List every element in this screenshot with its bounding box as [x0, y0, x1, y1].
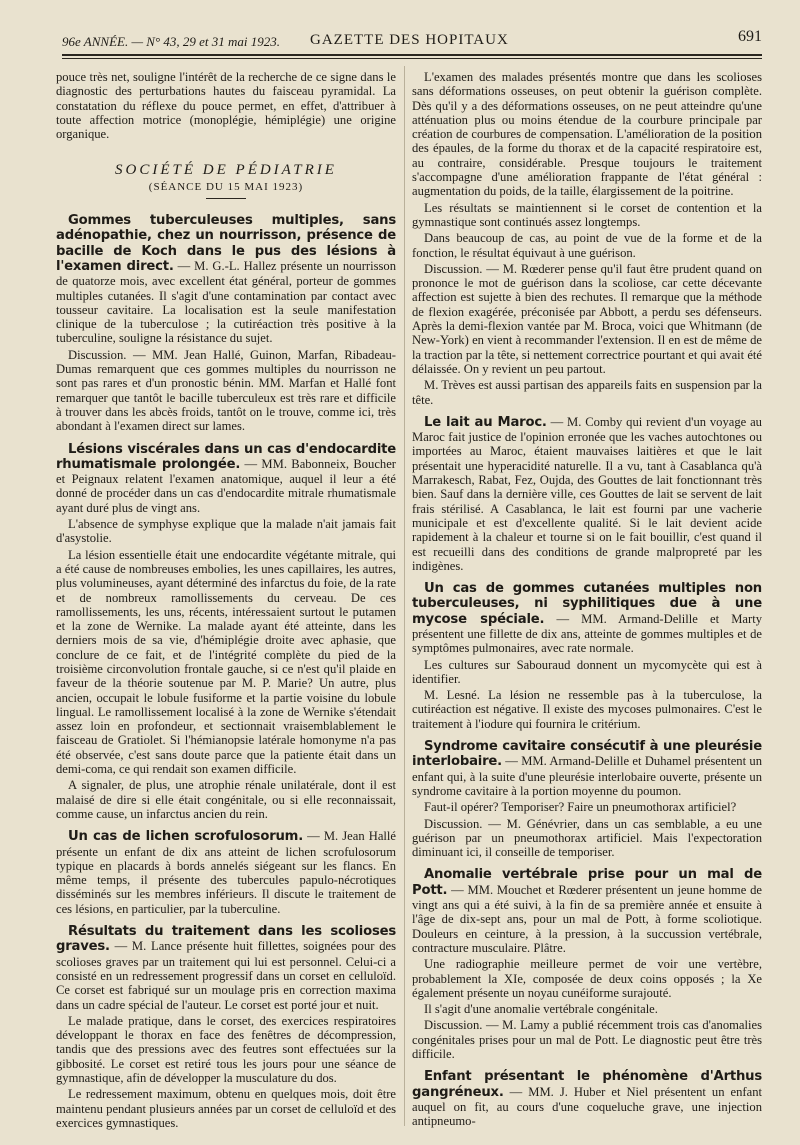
- article-title: Anomalie vertébrale prise pour un mal de Pott.: [412, 867, 762, 898]
- article-text: — MM. Armand-Delille et Marty présentent une fillette de dix ans, atteinte de gommes multiples et de symptômes pulmonaires, avec rate normale.: [412, 611, 762, 656]
- article-title: Le lait au Maroc.: [424, 414, 547, 430]
- article-paragraph: Une radiographie meilleure permet de voir une vertèbre, probablement la XIe, composée de deux coins opposés ; la Xe également présente un noyau cunéiforme surajouté.: [412, 957, 762, 1000]
- article-text: — MM. Armand-Delille et Duhamel présentent un enfant qui, à la suite d'une pleurésie interlobaire ouverte, présente un syndrome cavitaire à la portion moyenne du poumon.: [412, 754, 762, 798]
- article-text: — M. G.-L. Hallez présente un nourrisson de quatorze mois, avec excellent état général, porteur de gommes multiples cutanées. Il s'agit d'une contamination par contact avec tousseur cavitaire. La localisation est la seule manifestation clinique de la tuberculose ; la cutiréaction très positive à la tuberculine, souligne la résistance du sujet.: [56, 258, 396, 346]
- article-paragraph: Le redressement maximum, obtenu en quelques mois, doit être maintenu pendant plusieurs années par un corset de celluloïd et des exercices gymnastiques.: [56, 1087, 396, 1130]
- header-rule: [62, 54, 762, 56]
- continued-paragraph: M. Trèves est aussi partisan des appareils faits en suspension par la tête.: [412, 378, 762, 407]
- article-paragraph: Discussion. — MM. Jean Hallé, Guinon, Marfan, Ribadeau-Dumas remarquent que ces gommes multiples du nourrisson ne sont pas rares et d'un pronostic bénin. MM. Marfan et Hallé font remarquer que tantôt le bacille tuberculeux est très rare et difficile à trouver dans les abcès froids, tantôt on le trouve, comme ici, très abondant à l'examen direct sur lames.: [56, 347, 396, 434]
- continued-paragraph: L'examen des malades présentés montre que dans les scolioses sans déformations osseuses, on peut obtenir la guérison complète. Dès qu'il y a des déformations osseuses, on ne peut atteindre qu'une atténuation plus ou moins étendue de la courbure principale par création de courbures de compensation. L'amélioration de la position des épaules, de la forme du thorax et de la capacité respiratoire est, au contraire, considérable. Presque toujours le traitement s'accompagne d'une amélioration frappante de l'état général : augmentation du poids, de la taille, élargissement de la poitrine.: [412, 70, 762, 199]
- article-paragraph: Faut-il opérer? Temporiser? Faire un pneumothorax artificiel?: [424, 800, 737, 815]
- right-column: [412, 70, 762, 1130]
- article: [412, 581, 762, 731]
- issue-info: 96e ANNÉE. — N° 43, 29 et 31 mai 1923.: [62, 34, 281, 49]
- article-title: Syndrome cavitaire consécutif à une pleurésie interlobaire.: [412, 739, 762, 770]
- intro-paragraph: pouce très net, souligne l'intérêt de la recherche de ce signe dans le diagnostic des perturbations hautes du faisceau pyramidal. La constatation du réflexe du pouce permet, en effet, d'attribuer à toute affection motrice (monoplégie, hémiplégie) une origine organique.: [56, 70, 396, 142]
- article-title: Enfant présentant le phénomène d'Arthus gangréneux.: [412, 1069, 762, 1100]
- article: [56, 924, 396, 1130]
- article-paragraph: Le malade pratique, dans le corset, des exercices respiratoires développant le thorax en face des fenêtres de décompression, tandis que des pressions avec des feutres sont effectuées sur la gibbosité. Le corset est retiré tous les jours pour une séance de gymnastique, afin de développer la musculature du dos.: [56, 1013, 396, 1085]
- article-title: Lésions viscérales dans un cas d'endocardite rhumatismale prolongée.: [56, 441, 396, 472]
- article-title: Un cas de lichen scrofulosorum.: [68, 829, 304, 845]
- article: [412, 867, 762, 1061]
- left-column: [56, 70, 396, 1132]
- section-title: SOCIÉTÉ DE PÉDIATRIE: [115, 162, 337, 179]
- article: [412, 1069, 762, 1128]
- article-title: Un cas de gommes cutanées multiples non tuberculeuses, ni syphilitiques due à une mycose spéciale.: [412, 581, 762, 627]
- article-text: — M. Lance présente huit fillettes, soignées pour des scolioses graves par un traitement qui lui est personnel. Celui-ci a consisté en un redressement progressif dans un corset en celluloïd. Ce corset est fabriqué sur un moulage pris en correction maxima dans un cadre spécial de l'auteur. Le corset est porté jour et nuit.: [56, 939, 396, 1012]
- journal-title: GAZETTE DES HOPITAUX: [310, 32, 509, 48]
- article-paragraph: Les cultures sur Sabouraud donnent un mycomycète qui est à identifier.: [412, 657, 762, 686]
- article-paragraph: La lésion essentielle était une endocardite végétante mitrale, qui a été cause de nombreuses embolies, les unes capillaires, les autres, plus volumineuses, ayant déterminé des infarctus du foie, de la rate et de nombreux ramollissements du cerveau. De ces ramollissements, les uns, récents, intéressaient surtout le putamen et la zone de Wernike. La malade ayant été atteinte, dans les derniers mois de sa vie, d'hémiplégie droite avec aphasie, que conclure de ce fait, et de l'intégrité complète du pied de la troisième circonvolution frontale gauche, si ce n'est qu'il plaide en faveur de la théorie soutenue par M. P. Marie? Un autre, plus ancien, occupait le lobule fusiforme et la partie voisine du lobule lingual. Le ramollissement localisé à la zone de Wernike s'étendait assez loin en profondeur, et sectionnait vraisemblablement le faisceau de Gratiolet. Si l'hémianopsie latérale homonyme n'a pas été observée, c'est sans doute parce que la patiente était dans un demi-coma, ce qui rendait son examen difficile.: [56, 547, 396, 777]
- column-divider: [404, 66, 405, 1126]
- section-subtitle: (SÉANCE DU 15 MAI 1923): [148, 180, 304, 193]
- article-paragraph: Discussion. — M. Lamy a publié récemment trois cas d'anomalies congénitales prises pour un mal de Pott. Le diagnostic peut être très difficile.: [412, 1018, 762, 1061]
- article: [412, 739, 762, 859]
- article-text: — MM. Babonneix, Boucher et Peignaux relatent l'examen anatomique, auquel il leur a été donné de procéder dans un cas d'endocardite mitrale rhumatismale ayant duré plus de vingt ans.: [56, 456, 396, 515]
- article-title: Résultats du traitement dans les scolioses graves.: [56, 924, 396, 955]
- article-text: — M. Comby qui revient d'un voyage au Maroc fait justice de l'opinion erronée que les vaches autochtones ou importées au Maroc, étaient mauvaises laitières et que le lait présentait une hyperacidité naturelle. Il a vu, tant à Casablanca qu'à Marrakesch, Rabat, Fez, Oujda, des Gouttes de lait fonctionnant très bien. Sauf dans la dernière ville, ces Gouttes de lait se servent de lait frais stérilisé. A Casablanca, le lait est fourni par une vacherie municipale et est d'excellente qualité. Si le lait devient acide rapidement à la chaleur et tourne si on le fait bouillir, c'est quand il est recueilli dans des conditions de grande malpropreté par les indigènes.: [412, 414, 762, 573]
- continued-paragraph: Dans beaucoup de cas, au point de vue de la forme et de la fonction, le résultat équivaut à une guérison.: [412, 231, 762, 260]
- article-title: Gommes tuberculeuses multiples, sans adénopathie, chez un nourrisson, présence de bacille de Koch dans le pus des lésions à l'examen direct.: [56, 213, 396, 274]
- article-paragraph: Il s'agit d'une anomalie vertébrale congénitale.: [424, 1002, 658, 1017]
- article-paragraph: A signaler, de plus, une atrophie rénale unilatérale, dont il est malaisé de dire si elle était congénitale, ou si elle reconnaissait, comme cause, un infarctus ancien du rein.: [56, 778, 396, 821]
- article: [56, 442, 396, 822]
- page-number: 691: [738, 28, 762, 45]
- article-text: — M. Jean Hallé présente un enfant de dix ans atteint de lichen scrofulosorum typique en placards à bords annelés siégeant sur les flancs. En même temps, il présente des tubercules papulo-nécrotiques disséminés sur les membres inférieurs. Il discute le traitement de ces lésions, en particulier, par la tuberculine.: [56, 829, 396, 916]
- article: [412, 415, 762, 573]
- article-paragraph: Discussion. — M. Génévrier, dans un cas semblable, a eu une guérison par un pneumothorax artificiel. Mais l'expectoration diminuant ici, il conseille de temporiser.: [412, 816, 762, 860]
- article-text: — MM. J. Huber et Niel présentent un enfant auquel on fit, au cours d'une coqueluche grave, une injection antipneumo-: [412, 1084, 762, 1129]
- continued-paragraph: Les résultats se maintiennent si le corset de contention et la gymnastique sont continués assez longtemps.: [412, 200, 762, 229]
- article-text: — MM. Mouchet et Rœderer présentent un jeune homme de vingt ans qui a été suivi, à la fin de sa première année et ensuite à l'âge de dix-sept ans, pour un mal de Pott, à forme scoliotique. Douleurs en ceinture, à la pression, à la succussion vertébrale, contracture musculaire. Plâtre.: [412, 882, 763, 955]
- article-paragraph: L'absence de symphyse explique que la malade n'ait jamais fait d'asystolie.: [56, 517, 396, 546]
- article-paragraph: M. Lesné. La lésion ne ressemble pas à la tuberculose, la cutiréaction est négative. Il existe des mycoses pulmonaires. C'est le traitement à l'iodure qui fournira le critérium.: [412, 688, 762, 731]
- continued-paragraph: Discussion. — M. Rœderer pense qu'il faut être prudent quand on prononce le mot de guérison dans la scoliose, car cette décevante affection est sujette à bien des rechutes. Il remarque que la méthode de flexion exagérée, préconisée par Abbott, a perdu ses défenseurs. Après la demi-flexion vantée par M. Broca, voici que Whitmann (de New-York) en vient à recommander l'extension. Il en est de même de la traction par la tête, si nettement correctrice pourtant et qui avait été délaissée. On y revient un peu partout.: [412, 261, 763, 376]
- header-rule-thin: [62, 58, 762, 59]
- article: [56, 213, 396, 433]
- section-rule: [206, 198, 246, 199]
- page-header: [62, 30, 762, 52]
- article: [56, 829, 396, 916]
